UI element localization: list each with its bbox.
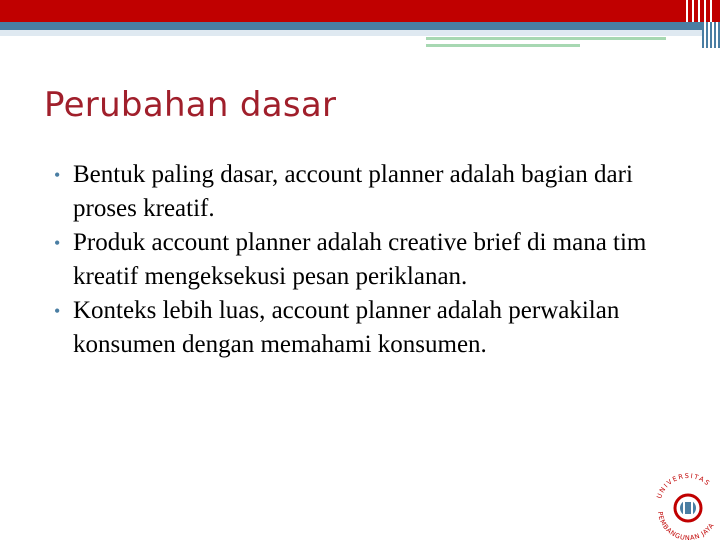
banner-stripe bbox=[698, 0, 700, 22]
svg-text:UNIVERSITAS: UNIVERSITAS bbox=[655, 471, 713, 500]
university-logo bbox=[650, 462, 720, 540]
bullet-text: Produk account planner adalah creative brief di mana tim kreatif mengeksekusi pesan periklanan. bbox=[73, 229, 647, 290]
bullet-dot-icon: • bbox=[54, 165, 61, 185]
svg-text:PEMBANGUNAN JAYA: PEMBANGUNAN JAYA bbox=[655, 511, 716, 540]
banner-stripe bbox=[686, 0, 688, 22]
green-accent-bar bbox=[426, 37, 666, 40]
bullet-item bbox=[46, 158, 686, 226]
slide-title: Perubahan dasar bbox=[44, 85, 337, 125]
accent-line-light bbox=[0, 30, 720, 36]
bullet-text: Bentuk paling dasar, account planner adalah bagian dari proses kreatif. bbox=[73, 161, 633, 222]
bullet-text: Konteks lebih luas, account planner adalah perwakilan konsumen dengan memahami konsumen. bbox=[73, 297, 620, 358]
banner-stripe bbox=[692, 0, 694, 22]
bullet-item bbox=[46, 294, 686, 362]
accent-line bbox=[0, 22, 720, 30]
bullet-dot-icon: • bbox=[54, 233, 61, 253]
right-stripe-decoration bbox=[702, 22, 720, 48]
banner-stripe bbox=[710, 0, 712, 22]
bullet-item bbox=[46, 226, 686, 294]
bullet-list bbox=[46, 158, 686, 362]
bullet-dot-icon: • bbox=[54, 301, 61, 321]
university-seal-icon bbox=[650, 462, 720, 540]
top-banner-bar bbox=[0, 0, 720, 22]
banner-stripe bbox=[704, 0, 706, 22]
green-accent-bar bbox=[426, 44, 580, 47]
